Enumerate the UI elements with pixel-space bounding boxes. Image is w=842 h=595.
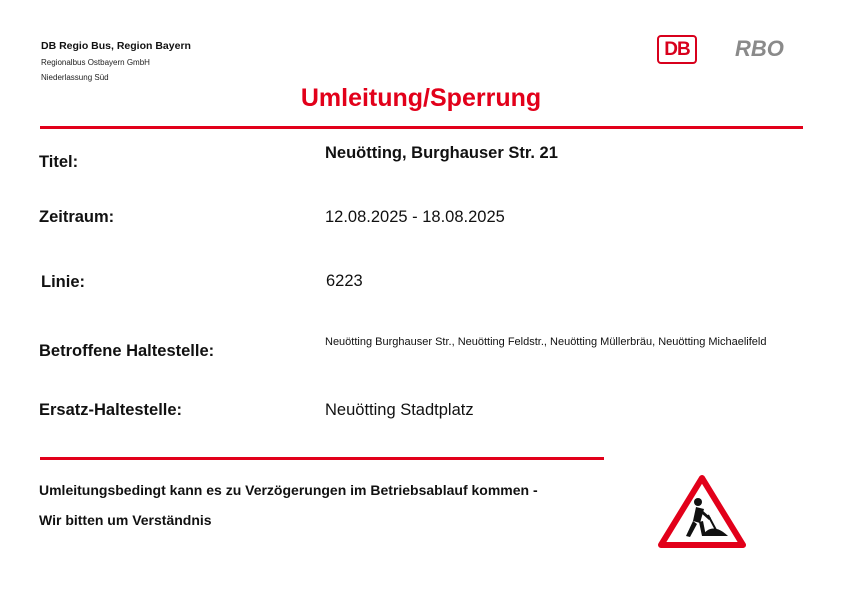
ersatz-haltestelle-value: Neuötting Stadtplatz xyxy=(325,401,474,419)
branch-name: Niederlassung Süd xyxy=(41,73,109,82)
linie-label: Linie: xyxy=(41,273,85,291)
title-divider xyxy=(40,126,803,129)
roadworks-warning-sign-icon xyxy=(658,474,746,548)
delay-notice: Umleitungsbedingt kann es zu Verzögerungen im Betriebsablauf kommen - xyxy=(39,482,538,498)
rbo-logo: RBO xyxy=(735,36,784,61)
company-name: DB Regio Bus, Region Bayern xyxy=(41,40,191,52)
titel-value: Neuötting, Burghauser Str. 21 xyxy=(325,144,558,162)
notice-divider xyxy=(40,457,604,460)
betroffene-haltestelle-label: Betroffene Haltestelle: xyxy=(39,342,215,360)
ersatz-haltestelle-label: Ersatz-Haltestelle: xyxy=(39,401,183,419)
betroffene-haltestelle-value: Neuötting Burghauser Str., Neuötting Feldstr., Neuötting Müllerbräu, Neuötting Michaelifeld xyxy=(325,336,767,348)
apology-notice: Wir bitten um Verständnis xyxy=(39,512,212,528)
linie-value: 6223 xyxy=(326,272,363,290)
company-subline: Regionalbus Ostbayern GmbH xyxy=(41,58,150,67)
page-title: Umleitung/Sperrung xyxy=(300,84,542,112)
zeitraum-label: Zeitraum: xyxy=(39,208,115,226)
zeitraum-value: 12.08.2025 - 18.08.2025 xyxy=(325,208,505,226)
db-logo: DB xyxy=(657,35,697,64)
titel-label: Titel: xyxy=(39,153,79,171)
